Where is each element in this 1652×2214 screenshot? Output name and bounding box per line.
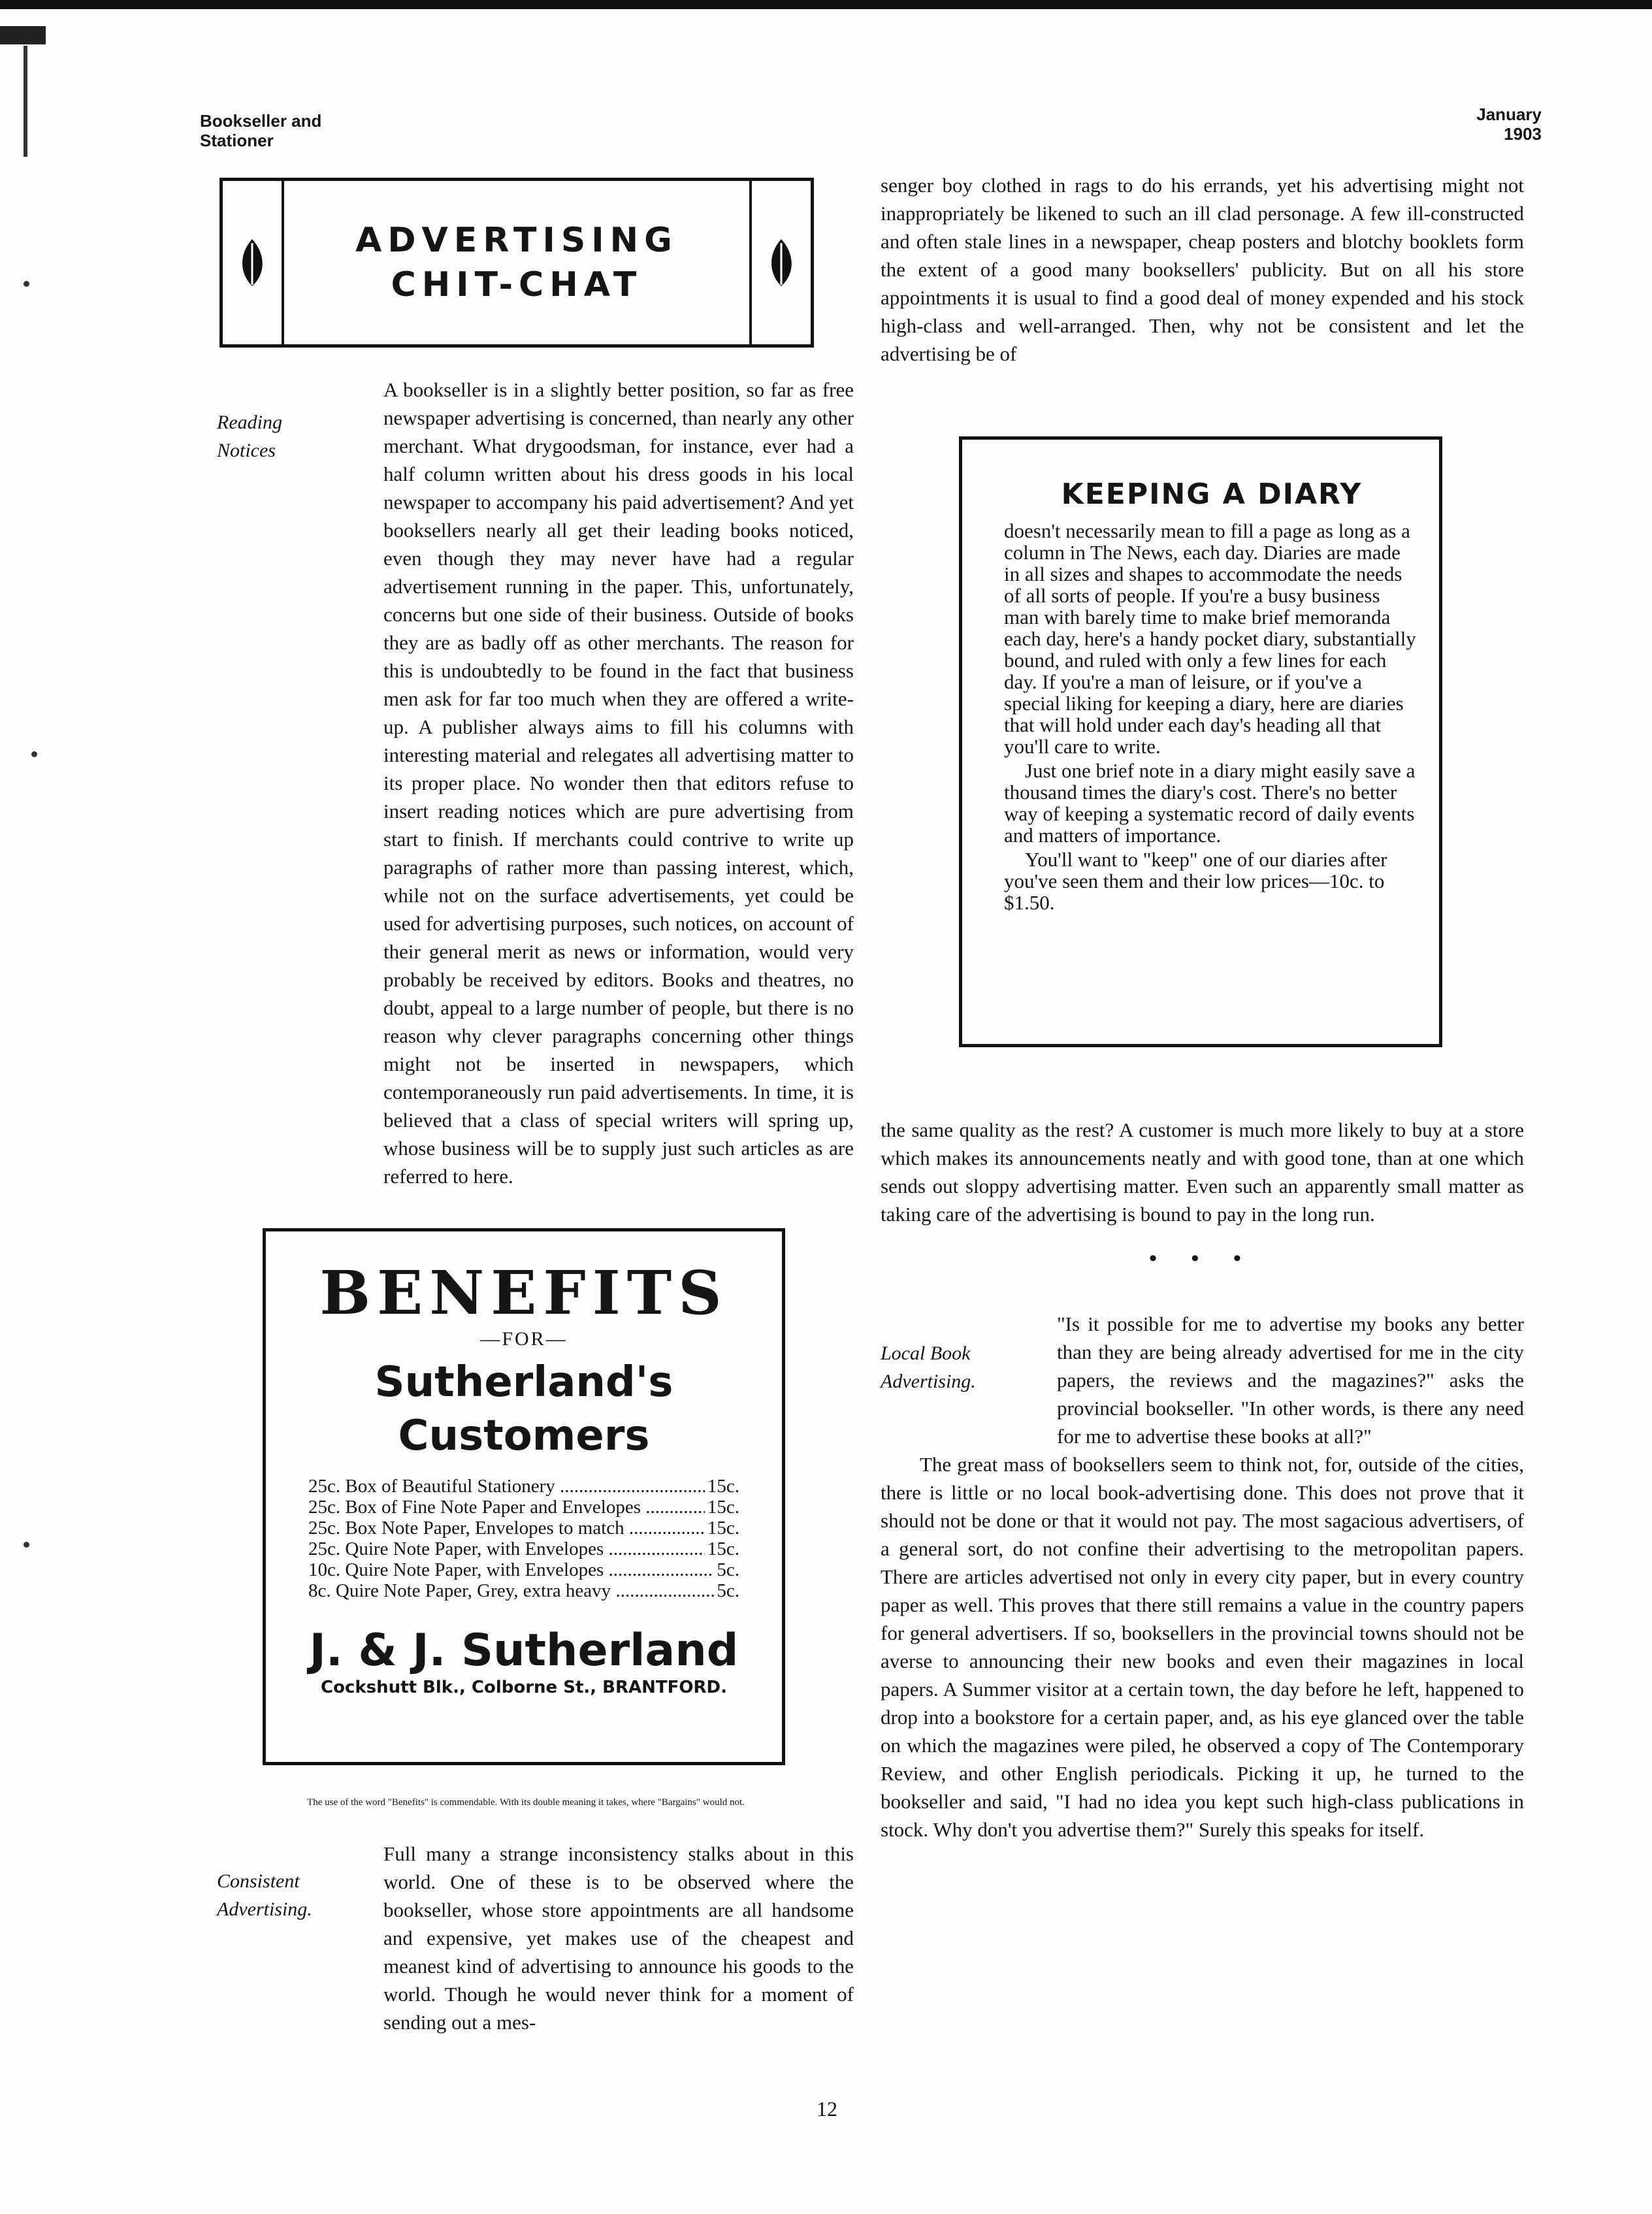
ad-customer-line-2: Customers: [398, 1412, 650, 1460]
diary-heading: KEEPING A DIARY: [1061, 478, 1363, 511]
side-label-line: Advertising.: [881, 1371, 976, 1392]
leaf-icon: [234, 236, 270, 289]
consistent-advertising-article: [217, 1840, 854, 2036]
side-label-line: Advertising.: [217, 1898, 312, 1920]
ad-price-item: 25c. Box of Fine Note Paper and Envelopes ..... 15c.: [308, 1497, 739, 1518]
leaf-icon: [763, 236, 800, 289]
right-column-middle: [881, 1116, 1524, 1228]
keeping-a-diary-advertisement: [959, 436, 1442, 1047]
article-paragraph: senger boy clothed in rags to do his errands, yet his advertising might not inappropriately be likened to such an ill clad personage. A few ill-constructed and often stale lines in a newspaper, cheap posters and blotchy booklets form the extent of a good many booksellers' publicity. But on all his store appointments it is usual to find a good deal of money expended and his stock high-class and well-arranged. Then, why not be consistent and let the advertising be of: [881, 174, 1524, 365]
ad-firm-name: J. & J. Sutherland: [309, 1625, 739, 1676]
side-label-line: Local Book: [881, 1343, 971, 1364]
article-paragraph: the same quality as the rest? A customer is much more likely to buy at a store which makes its announcements neatly and with good tone, than at one which sends out sloppy advertising matter. Even such an apparently small matter as taking care of the advertising is bound to pay in the long run.: [881, 1118, 1524, 1226]
diary-paragraph: Just one brief note in a diary might easily save a thousand times the diary's cost. There's no better way of keeping a systematic record of daily events and matters of importance.: [1004, 759, 1416, 847]
sutherland-advertisement: [263, 1228, 785, 1765]
scan-top-border: [0, 0, 1652, 9]
ad-price-item: 25c. Box of Beautiful Stationery ..... 15c.: [308, 1476, 739, 1497]
ad-customer-line-1: Sutherland's: [374, 1358, 673, 1407]
ad-price-item: 10c. Quire Note Paper, with Envelopes ..... 5c.: [308, 1559, 739, 1580]
side-label-line: Consistent: [217, 1870, 300, 1892]
side-label-line: Notices: [217, 440, 276, 461]
right-column-top: [881, 171, 1524, 368]
scan-artifact-mark: [0, 26, 46, 44]
side-label-line: Reading: [217, 412, 282, 433]
scan-artifact-line: [24, 46, 27, 157]
ad-price-item: 25c. Box Note Paper, Envelopes to match ..... 15c.: [308, 1518, 739, 1538]
scan-artifact-dot: [24, 1542, 29, 1548]
ad-headline: BENEFITS: [319, 1258, 728, 1328]
masthead-month: January: [1476, 105, 1542, 124]
reading-notices-article: [217, 376, 854, 1190]
masthead-publication: Bookseller and: [200, 111, 322, 131]
section-divider-stars: • • •: [1149, 1246, 1255, 1271]
leaf-ornament-left: [223, 181, 284, 344]
diary-paragraph: You'll want to "keep" one of our diaries after you've seen them and their low prices—10c. to $1.50.: [1004, 848, 1387, 914]
article-paragraph: Full many a strange inconsistency stalks about in this world. One of these is to be observed where the bookseller, whose store appointments are all handsome and expensive, yet makes use of the cheapest and meanest kind of advertising to announce his goods to the world. Though he would never think for a moment of sending out a mes-: [383, 1842, 854, 2034]
diary-paragraph: doesn't necessarily mean to fill a page as long as a column in The News, each day. Diaries are made in all sizes and shapes to accommodate the needs of all sorts of people. If you're a busy business man with barely time to make brief memoranda each day, here's a handy pocket diary, substantially bound, and ruled with only a few lines for each day. If you're a man of leisure, or if you've a special liking for keeping a diary, here are diaries that will hold under each day's heading all that you'll care to write.: [1004, 519, 1416, 758]
masthead-year: 1903: [1504, 124, 1542, 144]
section-title-line-1: ADVERTISING: [355, 221, 678, 260]
masthead-left: [200, 111, 321, 150]
scan-artifact-dot: [24, 281, 29, 287]
ad-for-line: —FOR—: [480, 1328, 568, 1350]
masthead-right: [1457, 105, 1542, 144]
masthead-publication-2: Stationer: [200, 131, 274, 150]
advertising-chit-chat-header: [219, 178, 814, 348]
scan-artifact-dot: [31, 751, 37, 757]
leaf-ornament-right: [749, 181, 811, 344]
local-book-advertising-article: [881, 1310, 1524, 1844]
ad-caption: The use of the word "Benefits" is commendable. With its double meaning it takes, where "Bargains" would not.: [307, 1797, 745, 1808]
article-paragraph: A bookseller is in a slightly better position, so far as free newspaper advertising is concerned, than nearly any other merchant. What drygoodsman, for instance, ever had a half column written about his dress goods in his local newspaper to accompany his paid advertisement? And yet booksellers nearly all get their leading books noticed, even though they may never have had a regular advertisement running in the paper. This, unfortunately, concerns but one side of their business. Outside of books they are as badly off as other merchants. The reason for this is undoubtedly to be found in the fact that business men ask for far too much when they are offered a write-up. A publisher always aims to fill his columns with interesting material and relegates all advertising matter to its proper place. No wonder then that editors refuse to insert reading notices which are pure advertising from start to finish. If merchants could contrive to write up paragraphs of rather more than passing interest, which, while not on the surface advertisements, yet could be used for advertising purposes, such notices, on account of their general merit as news or information, would very probably be received by editors. Books and theatres, no doubt, appeal to a large number of people, but there is no reason why clever paragraphs concerning other things might not be inserted in newspapers, which contemporaneously run paid advertisements. In time, it is believed that a class of special writers will spring up, whose business will be to supply just such articles as are referred to here.: [383, 378, 854, 1188]
section-title-line-2: CHIT-CHAT: [391, 265, 643, 304]
ad-price-item: 8c. Quire Note Paper, Grey, extra heavy ..... 5c.: [308, 1580, 739, 1601]
article-paragraph: "Is it possible for me to advertise my books any better than they are being already advertised for me in the city papers, the reviews and the magazines?" asks the provincial bookseller. "In other words, is there any need for me to advertise these books at all?": [1057, 1312, 1524, 1448]
ad-price-list: [308, 1476, 739, 1601]
article-paragraph: The great mass of booksellers seem to think not, for, outside of the cities, there is little or no local book-advertising done. This does not prove that it should not be done or that it would not pay. The most sagacious advertisers, of a general sort, do not confine their advertising to the metropolitan papers. There are articles advertised not only in every city paper, but in every country paper as well. This proves that there still remains a value in the country papers for general advertisers. If so, booksellers in the provincial towns should not be averse to announcing their new books and even their magazines in local papers. A Summer visitor at a certain town, the day before he left, happened to drop into a bookstore for a certain paper, and, as his eye glanced over the table on which the magazines were piled, he observed a copy of The Contemporary Review, and other English periodicals. Picking it up, he turned to the bookseller and said, "I had no idea you kept such high-class publications in stock. Why don't you advertise them?" Surely this speaks for itself.: [881, 1453, 1524, 1841]
section-title: [284, 218, 749, 307]
page-number: 12: [817, 2097, 837, 2121]
ad-address: Cockshutt Blk., Colborne St., BRANTFORD.: [321, 1678, 727, 1697]
ad-price-item: 25c. Quire Note Paper, with Envelopes ..... 15c.: [308, 1538, 739, 1559]
